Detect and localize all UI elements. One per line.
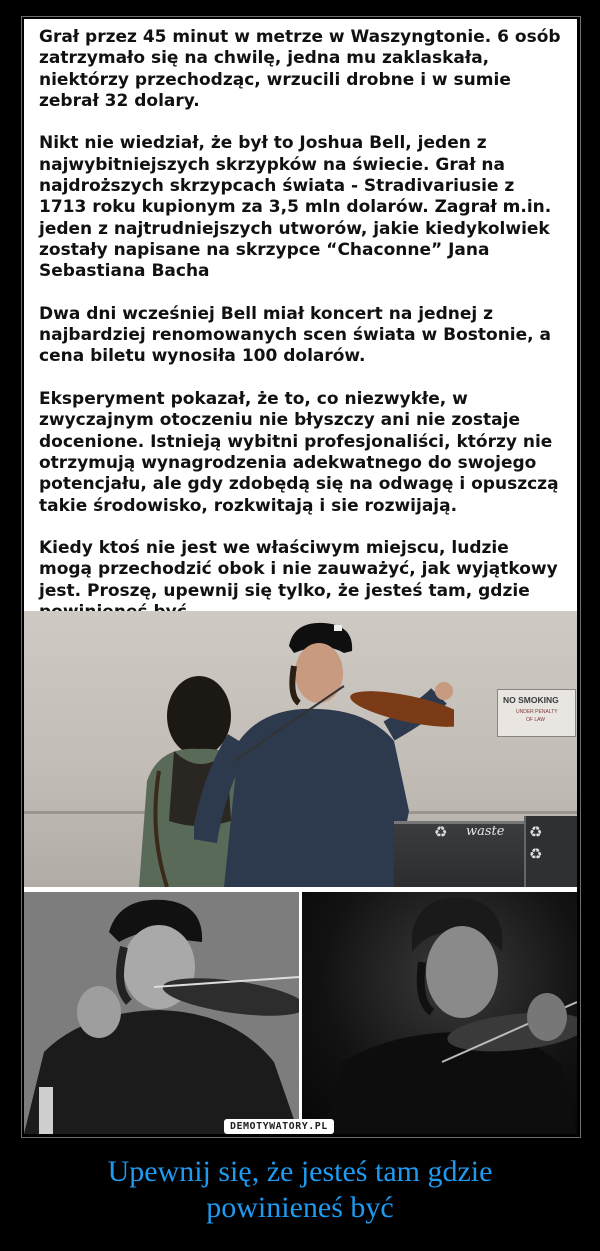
sign-subtitle-2: OF LAW	[526, 717, 545, 723]
violinist-concert-illustration	[302, 892, 577, 1134]
no-smoking-sign	[497, 689, 576, 737]
caption-line-2: powinieneś być	[206, 1191, 394, 1224]
sign-title: NO SMOKING	[503, 695, 559, 705]
violinist-cap-illustration	[24, 892, 299, 1134]
caption	[0, 1154, 600, 1226]
paragraph-2: Nikt nie wiedział, że był to Joshua Bell, jeden z najwybitniejszych skrzypków na świecie. Grał na najdroższych skrzypcach świata - Stradivariusie z 1713 roku kupionym za 3,5 mln dolarów. Zagrał m.in. jeden z najtrudniejszych utworów, jakie kiedykolwiek zostały napisane na skrzypce “Chaconne” Jana Sebastiana Bacha	[39, 133, 552, 282]
waste-label: waste	[466, 824, 505, 839]
poster-content	[24, 19, 577, 1134]
violinist-concert-photo	[302, 892, 577, 1134]
recycle-icon: ♻	[529, 846, 543, 863]
recycle-icon: ♻	[434, 824, 448, 841]
sign-subtitle: UNDER PENALTY	[516, 709, 558, 715]
paragraph-1: Grał przez 45 minut w metrze w Waszyngtonie. 6 osób zatrzymało się na chwilę, jedna mu zaklaskała, niektórzy przechodząc, wrzucili drobne i w sumie zebrał 32 dolary.	[39, 27, 561, 111]
violinist-cap-photo	[24, 892, 299, 1134]
paragraph-5: Kiedy ktoś nie jest we właściwym miejscu, ludzie mogą przechodzić obok i nie zauważyć, jak wyjątkowy jest. Proszę, upewnij się tylko, że jesteś tam, gdzie	[39, 538, 558, 601]
post-text	[39, 27, 565, 623]
subway-violinist-photo	[24, 611, 577, 887]
paragraph-4: Eksperyment pokazał, że to, co niezwykłe, w zwyczajnym otoczeniu nie błyszczy ani nie zostaje docenione. Istnieją wybitni profesjonaliści, którzy nie otrzymują wynagrodzenia adekwatnego do swojego potencjału, ale gdy zdobędą się na odwagę i opuszczą takie środowisko, rozkwitają i sie rozwijają.	[39, 389, 559, 516]
paragraph-3: Dwa dni wcześniej Bell miał koncert na jednej z najbardziej renomowanych scen świata w Bostonie, a cena biletu wynosiła 100 dolarów.	[39, 303, 552, 367]
recycle-icon: ♻	[529, 824, 543, 841]
watermark-logo: DEMOTYWATORY.PL	[224, 1119, 334, 1134]
caption-line-1: Upewnij się, że jesteś tam gdzie	[107, 1155, 493, 1188]
